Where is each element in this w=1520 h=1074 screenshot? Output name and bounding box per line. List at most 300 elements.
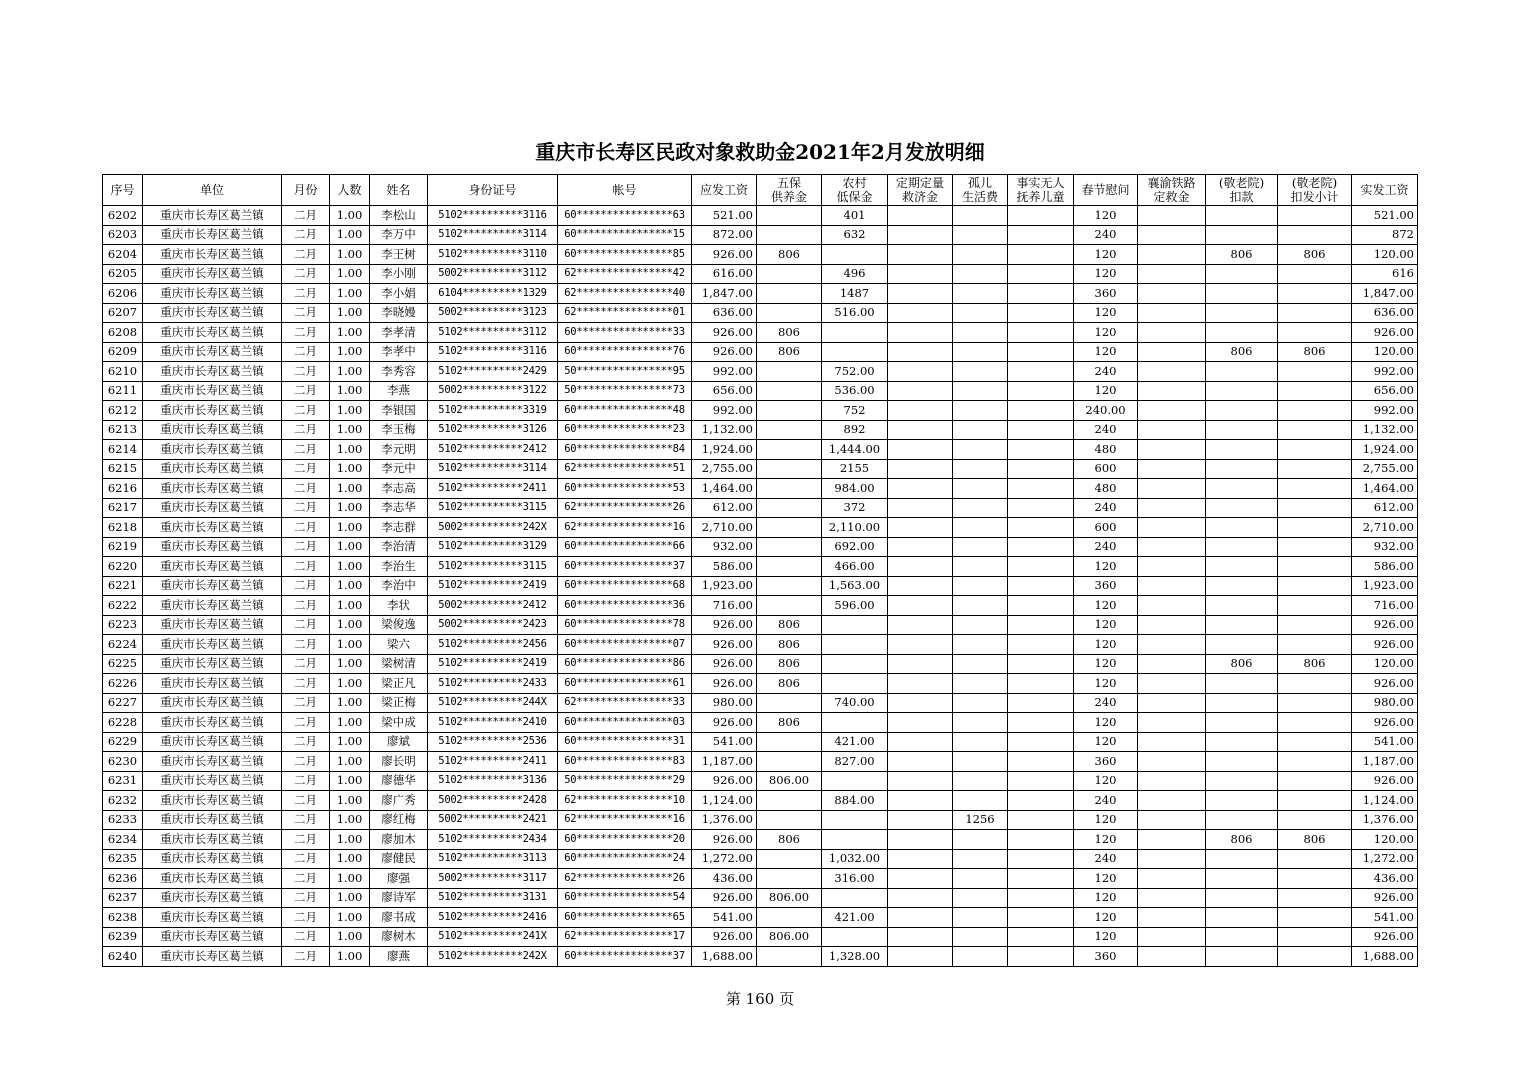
table-cell: 1,132.00	[1352, 420, 1418, 440]
table-cell: 60****************33	[558, 323, 692, 343]
table-cell: 1.00	[330, 947, 370, 967]
table-cell: 廖诗军	[370, 888, 428, 908]
table-cell: 重庆市长寿区葛兰镇	[143, 947, 282, 967]
table-cell: 梁中成	[370, 713, 428, 733]
table-cell: 120	[1074, 654, 1138, 674]
table-cell	[953, 518, 1008, 538]
table-cell	[822, 830, 888, 850]
table-cell: 806	[1206, 245, 1278, 265]
table-cell: 1.00	[330, 771, 370, 791]
table-row	[103, 225, 1418, 245]
table-cell: 120	[1074, 635, 1138, 655]
table-cell	[953, 303, 1008, 323]
table-cell	[888, 810, 953, 830]
table-cell: 6236	[103, 869, 143, 889]
table-cell	[1278, 303, 1352, 323]
table-cell: 62****************26	[558, 498, 692, 518]
table-cell: 60****************24	[558, 849, 692, 869]
column-header: 襄渝铁路 定救金	[1138, 175, 1206, 206]
table-cell: 重庆市长寿区葛兰镇	[143, 323, 282, 343]
table-cell: 李状	[370, 596, 428, 616]
table-cell: 1.00	[330, 830, 370, 850]
table-cell	[822, 674, 888, 694]
table-cell	[822, 654, 888, 674]
table-cell: 120	[1074, 381, 1138, 401]
table-cell: 521.00	[692, 206, 757, 226]
table-cell	[1008, 459, 1074, 479]
table-cell: 5102**********3136	[428, 771, 558, 791]
column-header: 月份	[282, 175, 330, 206]
table-cell: 1.00	[330, 810, 370, 830]
table-cell	[1138, 830, 1206, 850]
table-cell: 1,847.00	[1352, 284, 1418, 304]
table-cell: 6227	[103, 693, 143, 713]
table-cell: 梁正梅	[370, 693, 428, 713]
table-cell	[1278, 440, 1352, 460]
table-cell	[1278, 557, 1352, 577]
table-cell	[1278, 888, 1352, 908]
table-cell	[1278, 596, 1352, 616]
table-cell	[1008, 245, 1074, 265]
table-cell	[953, 576, 1008, 596]
table-cell: 120.00	[1352, 830, 1418, 850]
table-cell: 5102**********3114	[428, 459, 558, 479]
table-cell: 5102**********2410	[428, 713, 558, 733]
table-cell: 重庆市长寿区葛兰镇	[143, 752, 282, 772]
table-cell	[1278, 869, 1352, 889]
table-cell: 120	[1074, 732, 1138, 752]
table-cell: 806.00	[757, 771, 822, 791]
table-cell: 二月	[282, 518, 330, 538]
table-cell: 廖加木	[370, 830, 428, 850]
table-cell: 716.00	[692, 596, 757, 616]
table-cell: 827.00	[822, 752, 888, 772]
table-cell: 6235	[103, 849, 143, 869]
table-cell: 806	[757, 830, 822, 850]
table-cell: 5102**********3116	[428, 342, 558, 362]
table-cell: 李玉梅	[370, 420, 428, 440]
table-cell	[822, 810, 888, 830]
table-cell: 重庆市长寿区葛兰镇	[143, 810, 282, 830]
table-cell: 二月	[282, 225, 330, 245]
table-cell	[888, 342, 953, 362]
table-cell: 62****************01	[558, 303, 692, 323]
table-cell	[1206, 771, 1278, 791]
table-cell: 360	[1074, 947, 1138, 967]
table-cell: 5102**********2536	[428, 732, 558, 752]
table-cell: 李孝中	[370, 342, 428, 362]
table-cell	[953, 537, 1008, 557]
column-header: (敬老院) 扣发小计	[1278, 175, 1352, 206]
table-cell: 李松山	[370, 206, 428, 226]
table-cell: 6207	[103, 303, 143, 323]
table-cell: 1,272.00	[692, 849, 757, 869]
table-cell	[953, 225, 1008, 245]
table-cell: 636.00	[692, 303, 757, 323]
table-cell: 二月	[282, 693, 330, 713]
table-cell	[1138, 479, 1206, 499]
table-cell	[953, 245, 1008, 265]
table-cell: 6104**********1329	[428, 284, 558, 304]
column-header: 身份证号	[428, 175, 558, 206]
table-cell	[953, 440, 1008, 460]
table-cell: 2,755.00	[1352, 459, 1418, 479]
table-cell	[888, 693, 953, 713]
table-cell: 120	[1074, 713, 1138, 733]
table-cell: 636.00	[1352, 303, 1418, 323]
column-header: 五保 供养金	[757, 175, 822, 206]
table-cell	[1206, 732, 1278, 752]
table-cell: 重庆市长寿区葛兰镇	[143, 225, 282, 245]
table-cell	[888, 323, 953, 343]
table-cell: 60****************63	[558, 206, 692, 226]
table-cell: 984.00	[822, 479, 888, 499]
table-cell: 360	[1074, 576, 1138, 596]
table-cell: 6203	[103, 225, 143, 245]
table-cell	[1008, 401, 1074, 421]
column-header: 应发工资	[692, 175, 757, 206]
table-cell: 992.00	[692, 362, 757, 382]
table-cell	[1008, 908, 1074, 928]
table-cell	[757, 557, 822, 577]
table-row	[103, 518, 1418, 538]
table-cell	[953, 830, 1008, 850]
table-cell: 6221	[103, 576, 143, 596]
table-cell: 1.00	[330, 927, 370, 947]
table-cell: 李志华	[370, 498, 428, 518]
table-cell: 1,847.00	[692, 284, 757, 304]
table-cell: 1.00	[330, 440, 370, 460]
table-cell: 1,272.00	[1352, 849, 1418, 869]
table-cell: 1,376.00	[1352, 810, 1418, 830]
table-cell: 60****************86	[558, 654, 692, 674]
table-cell: 60****************84	[558, 440, 692, 460]
table-cell: 240	[1074, 225, 1138, 245]
table-cell: 1,688.00	[1352, 947, 1418, 967]
table-cell	[1008, 869, 1074, 889]
table-cell	[953, 654, 1008, 674]
table-cell: 60****************61	[558, 674, 692, 694]
table-cell	[1138, 323, 1206, 343]
table-cell: 926.00	[692, 323, 757, 343]
table-cell: 60****************65	[558, 908, 692, 928]
table-cell	[1206, 264, 1278, 284]
table-cell	[1278, 771, 1352, 791]
table-cell	[1138, 596, 1206, 616]
table-cell	[888, 264, 953, 284]
table-cell: 5102**********2456	[428, 635, 558, 655]
table-cell: 1,923.00	[692, 576, 757, 596]
table-cell: 二月	[282, 459, 330, 479]
table-cell: 992.00	[692, 401, 757, 421]
table-cell: 1,924.00	[692, 440, 757, 460]
table-cell: 5102**********3131	[428, 888, 558, 908]
table-cell	[888, 615, 953, 635]
table-cell	[888, 908, 953, 928]
table-cell: 421.00	[822, 908, 888, 928]
table-cell: 二月	[282, 401, 330, 421]
table-row	[103, 498, 1418, 518]
table-cell: 1,124.00	[1352, 791, 1418, 811]
table-cell: 重庆市长寿区葛兰镇	[143, 596, 282, 616]
table-cell: 6202	[103, 206, 143, 226]
table-cell	[1008, 498, 1074, 518]
table-cell: 980.00	[692, 693, 757, 713]
table-cell: 廖树木	[370, 927, 428, 947]
table-cell: 926.00	[692, 771, 757, 791]
table-cell: 廖燕	[370, 947, 428, 967]
table-cell: 二月	[282, 947, 330, 967]
table-cell: 612.00	[1352, 498, 1418, 518]
table-cell: 596.00	[822, 596, 888, 616]
table-cell: 60****************53	[558, 479, 692, 499]
table-cell	[1278, 635, 1352, 655]
table-cell	[1008, 810, 1074, 830]
table-cell: 5102**********244X	[428, 693, 558, 713]
table-cell	[953, 323, 1008, 343]
table-cell	[1278, 693, 1352, 713]
table-cell: 1,376.00	[692, 810, 757, 830]
table-cell: 926.00	[1352, 888, 1418, 908]
table-cell: 李孝清	[370, 323, 428, 343]
table-cell: 1.00	[330, 284, 370, 304]
table-cell: 926.00	[692, 635, 757, 655]
table-cell: 1.00	[330, 752, 370, 772]
table-cell: 二月	[282, 284, 330, 304]
table-cell	[1138, 206, 1206, 226]
table-cell: 李小娟	[370, 284, 428, 304]
table-cell	[1206, 791, 1278, 811]
table-cell: 120	[1074, 303, 1138, 323]
table-cell: 5102**********3113	[428, 849, 558, 869]
table-cell: 1.00	[330, 576, 370, 596]
table-cell	[1138, 401, 1206, 421]
table-cell: 60****************68	[558, 576, 692, 596]
table-cell: 1.00	[330, 713, 370, 733]
column-header: 实发工资	[1352, 175, 1418, 206]
table-cell: 2,710.00	[1352, 518, 1418, 538]
table-cell: 60****************54	[558, 888, 692, 908]
table-cell	[1206, 888, 1278, 908]
table-cell	[1206, 284, 1278, 304]
table-cell	[1278, 479, 1352, 499]
table-cell: 二月	[282, 908, 330, 928]
table-cell: 5002**********3122	[428, 381, 558, 401]
table-cell: 436.00	[692, 869, 757, 889]
table-row	[103, 615, 1418, 635]
table-cell: 二月	[282, 927, 330, 947]
table-cell: 1.00	[330, 420, 370, 440]
table-cell: 重庆市长寿区葛兰镇	[143, 401, 282, 421]
table-cell	[757, 869, 822, 889]
table-cell: 重庆市长寿区葛兰镇	[143, 342, 282, 362]
table-cell: 梁正凡	[370, 674, 428, 694]
table-cell	[888, 518, 953, 538]
table-cell	[1138, 225, 1206, 245]
table-cell: 重庆市长寿区葛兰镇	[143, 264, 282, 284]
table-cell: 1.00	[330, 635, 370, 655]
table-cell: 6231	[103, 771, 143, 791]
table-cell: 二月	[282, 362, 330, 382]
table-cell	[1278, 947, 1352, 967]
table-cell: 521.00	[1352, 206, 1418, 226]
table-cell: 重庆市长寿区葛兰镇	[143, 362, 282, 382]
table-cell: 重庆市长寿区葛兰镇	[143, 635, 282, 655]
table-cell: 李治清	[370, 537, 428, 557]
table-cell: 5102**********3115	[428, 498, 558, 518]
table-cell	[757, 537, 822, 557]
table-cell: 716.00	[1352, 596, 1418, 616]
table-cell: 6222	[103, 596, 143, 616]
table-cell: 李志群	[370, 518, 428, 538]
table-cell: 60****************03	[558, 713, 692, 733]
table-cell: 重庆市长寿区葛兰镇	[143, 479, 282, 499]
table-cell	[1138, 713, 1206, 733]
table-cell	[1278, 752, 1352, 772]
table-cell: 892	[822, 420, 888, 440]
column-header: 帐号	[558, 175, 692, 206]
table-cell: 6225	[103, 654, 143, 674]
table-row	[103, 888, 1418, 908]
table-cell	[953, 791, 1008, 811]
table-cell: 1.00	[330, 381, 370, 401]
table-cell: 6228	[103, 713, 143, 733]
table-cell: 6234	[103, 830, 143, 850]
table-row	[103, 927, 1418, 947]
table-cell	[1278, 284, 1352, 304]
table-cell: 二月	[282, 830, 330, 850]
table-cell: 586.00	[692, 557, 757, 577]
table-cell: 廖红梅	[370, 810, 428, 830]
table-cell: 60****************37	[558, 557, 692, 577]
table-cell: 600	[1074, 518, 1138, 538]
table-cell: 李志高	[370, 479, 428, 499]
table-cell: 5102**********241X	[428, 927, 558, 947]
table-cell: 926.00	[1352, 713, 1418, 733]
table-cell: 436.00	[1352, 869, 1418, 889]
table-cell: 120	[1074, 342, 1138, 362]
table-row	[103, 713, 1418, 733]
table-cell: 重庆市长寿区葛兰镇	[143, 537, 282, 557]
table-row	[103, 479, 1418, 499]
table-cell: 二月	[282, 869, 330, 889]
table-cell	[1278, 674, 1352, 694]
table-cell: 516.00	[822, 303, 888, 323]
table-cell: 二月	[282, 323, 330, 343]
column-header: 单位	[143, 175, 282, 206]
table-cell: 重庆市长寿区葛兰镇	[143, 830, 282, 850]
table-cell: 806	[757, 323, 822, 343]
table-cell: 2,110.00	[822, 518, 888, 538]
relief-fund-table	[102, 174, 1418, 967]
table-cell	[1206, 810, 1278, 830]
table-cell	[1138, 791, 1206, 811]
table-cell	[1138, 537, 1206, 557]
table-cell: 重庆市长寿区葛兰镇	[143, 674, 282, 694]
table-cell: 316.00	[822, 869, 888, 889]
table-cell: 重庆市长寿区葛兰镇	[143, 381, 282, 401]
table-cell: 重庆市长寿区葛兰镇	[143, 518, 282, 538]
table-cell: 806.00	[757, 888, 822, 908]
table-cell: 50****************29	[558, 771, 692, 791]
table-cell	[953, 888, 1008, 908]
table-cell	[1138, 245, 1206, 265]
table-cell	[1206, 635, 1278, 655]
table-cell: 6238	[103, 908, 143, 928]
table-cell: 李银国	[370, 401, 428, 421]
table-cell	[1206, 479, 1278, 499]
table-cell: 62****************17	[558, 927, 692, 947]
table-cell	[1278, 264, 1352, 284]
table-cell: 884.00	[822, 791, 888, 811]
table-cell	[1278, 420, 1352, 440]
table-cell	[822, 342, 888, 362]
table-cell	[1278, 362, 1352, 382]
table-cell: 60****************07	[558, 635, 692, 655]
table-cell: 586.00	[1352, 557, 1418, 577]
table-cell	[953, 284, 1008, 304]
table-cell	[1206, 362, 1278, 382]
table-cell: 6233	[103, 810, 143, 830]
table-cell: 806	[757, 713, 822, 733]
table-cell: 240.00	[1074, 401, 1138, 421]
table-cell: 重庆市长寿区葛兰镇	[143, 693, 282, 713]
table-cell	[1206, 420, 1278, 440]
table-cell	[1138, 342, 1206, 362]
table-cell: 496	[822, 264, 888, 284]
table-cell: 926.00	[692, 615, 757, 635]
table-cell: 1,924.00	[1352, 440, 1418, 460]
table-cell	[1278, 206, 1352, 226]
table-cell	[888, 752, 953, 772]
table-cell	[1278, 401, 1352, 421]
table-cell	[757, 518, 822, 538]
table-cell	[1278, 576, 1352, 596]
table-cell: 5102**********3116	[428, 206, 558, 226]
table-cell: 932.00	[692, 537, 757, 557]
table-cell	[1278, 225, 1352, 245]
table-cell	[1206, 576, 1278, 596]
table-cell	[888, 947, 953, 967]
table-cell: 二月	[282, 674, 330, 694]
table-cell	[757, 479, 822, 499]
table-cell	[888, 732, 953, 752]
table-row	[103, 869, 1418, 889]
table-cell: 932.00	[1352, 537, 1418, 557]
table-cell: 5002**********3117	[428, 869, 558, 889]
table-cell: 120	[1074, 927, 1138, 947]
table-cell: 806.00	[757, 927, 822, 947]
table-cell: 60****************78	[558, 615, 692, 635]
table-cell: 6226	[103, 674, 143, 694]
table-cell	[888, 381, 953, 401]
table-cell	[757, 303, 822, 323]
table-cell	[1008, 791, 1074, 811]
table-cell	[1008, 518, 1074, 538]
table-cell	[888, 869, 953, 889]
table-cell: 926.00	[1352, 771, 1418, 791]
table-cell: 1.00	[330, 537, 370, 557]
table-cell: 1,032.00	[822, 849, 888, 869]
table-cell: 926.00	[692, 888, 757, 908]
table-cell: 872	[1352, 225, 1418, 245]
table-cell: 926.00	[1352, 635, 1418, 655]
table-cell: 60****************48	[558, 401, 692, 421]
table-cell: 1.00	[330, 791, 370, 811]
table-cell: 926.00	[692, 342, 757, 362]
table-cell: 重庆市长寿区葛兰镇	[143, 557, 282, 577]
table-row	[103, 284, 1418, 304]
